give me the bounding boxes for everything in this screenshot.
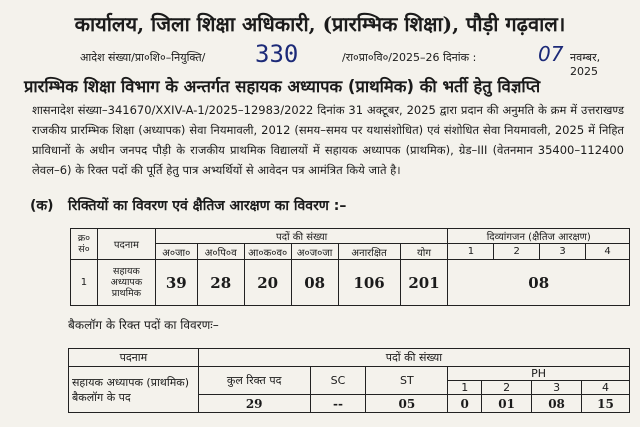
vacancy-header-posts-count: पदों की संख्या [155, 229, 448, 244]
vacancy-header-st: अ०ज०जा [291, 244, 338, 260]
vacancy-header-divyang-2: 2 [494, 244, 540, 260]
backlog-value-total: 29 [198, 395, 310, 413]
backlog-header-ph-1: 1 [448, 381, 482, 395]
vacancy-header-divyang: दिव्यांगजन (क्षैतिज आरक्षण) [448, 229, 630, 244]
order-month-year: नवम्बर, 2025 [570, 51, 601, 78]
order-reference-line [80, 40, 620, 78]
vacancy-header-divyang-4: 4 [586, 244, 630, 260]
vacancy-value-sc: 39 [155, 260, 197, 306]
backlog-value-ph-3: 08 [532, 395, 582, 413]
section-a-title: रिक्तियों का विवरण एवं क्षैतिज आरक्षण का विवरण :– [68, 198, 347, 214]
vacancy-table [70, 228, 630, 306]
backlog-heading: बैकलॉग के रिक्त पदों का विवरणः– [68, 318, 219, 332]
backlog-header-ph-4: 4 [582, 381, 630, 395]
vacancy-value-total: 201 [400, 260, 448, 306]
backlog-header-ph-3: 3 [532, 381, 582, 395]
backlog-value-st: 05 [366, 395, 448, 413]
vacancy-header-divyang-3: 3 [540, 244, 586, 260]
notice-heading: प्रारम्भिक शिक्षा विभाग के अन्तर्गत सहायक अध्यापक (प्राथमिक) की भर्ती हेतु विज्ञप्ति [24, 77, 541, 96]
backlog-value-sc: -- [310, 395, 366, 413]
backlog-header-ph-2: 2 [482, 381, 532, 395]
vacancy-header-divyang-1: 1 [448, 244, 494, 260]
vacancy-value-divyang: 08 [448, 260, 630, 306]
section-a-key: (क) [30, 198, 54, 214]
vacancy-header-total: योग [400, 244, 448, 260]
backlog-table [68, 348, 630, 413]
vacancy-value-unreserved: 106 [338, 260, 400, 306]
section-a-heading [30, 196, 346, 215]
backlog-header-posts-count: पदों की संख्या [198, 349, 629, 367]
backlog-header-post: पदनाम [69, 349, 199, 367]
backlog-value-ph-2: 01 [482, 395, 532, 413]
backlog-header-sc: SC [310, 367, 366, 395]
vacancy-header-obc: अ०पि०व [197, 244, 244, 260]
backlog-value-ph-4: 15 [582, 395, 630, 413]
order-number-handwritten: 330 [255, 40, 299, 68]
backlog-header-ph: PH [448, 367, 630, 381]
vacancy-header-ews: आ०क०व० [244, 244, 291, 260]
table-row [71, 260, 630, 306]
backlog-value-ph-1: 0 [448, 395, 482, 413]
backlog-row-post: सहायक अध्यापक (प्राथमिक) बैकलॉग के पद [69, 367, 199, 413]
vacancy-row-post: सहायक अध्यापक प्राथमिक [97, 260, 155, 306]
order-number-label: आदेश संख्या/प्रा०शि०–नियुक्ति/ [80, 51, 206, 64]
notice-body-paragraph: शासनादेश संख्या–341670/XXIV-A-1/2025–12983/2022 दिनांक 31 अक्टूबर, 2025 द्वारा प्रदान की अनुमति के क्रम में उत्तराखण्ड राजकीय प्रारम्भिक शिक्षा (अध्यापक) सेवा नियमावली, 2012 (समय–समय पर यथासंशोधित) एवं संशोधित सेवा नियमावली, 2025 में निहित प्राविधानों के अधीन जनपद पौड़ी के राजकीय प्राथमिक विद्यालयों में सहायक अध्यापक (प्राथमिक), ग्रेड–III (वेतनमान 35400–112400 लेवल–6) के रिक्त पदों की पूर्ति हेतु पात्र अभ्यर्थियों से आवेदन पत्र आमंत्रित किये जाते है। [32, 103, 624, 177]
office-title: कार्यालय, जिला शिक्षा अधिकारी, (प्रारम्भिक शिक्षा), पौड़ी गढ़वाल। [74, 12, 566, 36]
vacancy-value-ews: 20 [244, 260, 291, 306]
vacancy-row-sno: 1 [71, 260, 98, 306]
backlog-header-st: ST [366, 367, 448, 395]
order-date-label: /रा०प्रा०वि०/2025–26 दिनांक : [342, 51, 477, 64]
vacancy-header-sc: अ०जा० [155, 244, 197, 260]
order-day-handwritten: 07 [538, 42, 564, 66]
vacancy-header-post: पदनाम [97, 229, 155, 260]
vacancy-value-obc: 28 [197, 260, 244, 306]
backlog-header-total: कुल रिक्त पद [198, 367, 310, 395]
vacancy-header-sno: क्र० सं० [71, 229, 98, 260]
vacancy-value-st: 08 [291, 260, 338, 306]
vacancy-header-unreserved: अनारक्षित [338, 244, 400, 260]
